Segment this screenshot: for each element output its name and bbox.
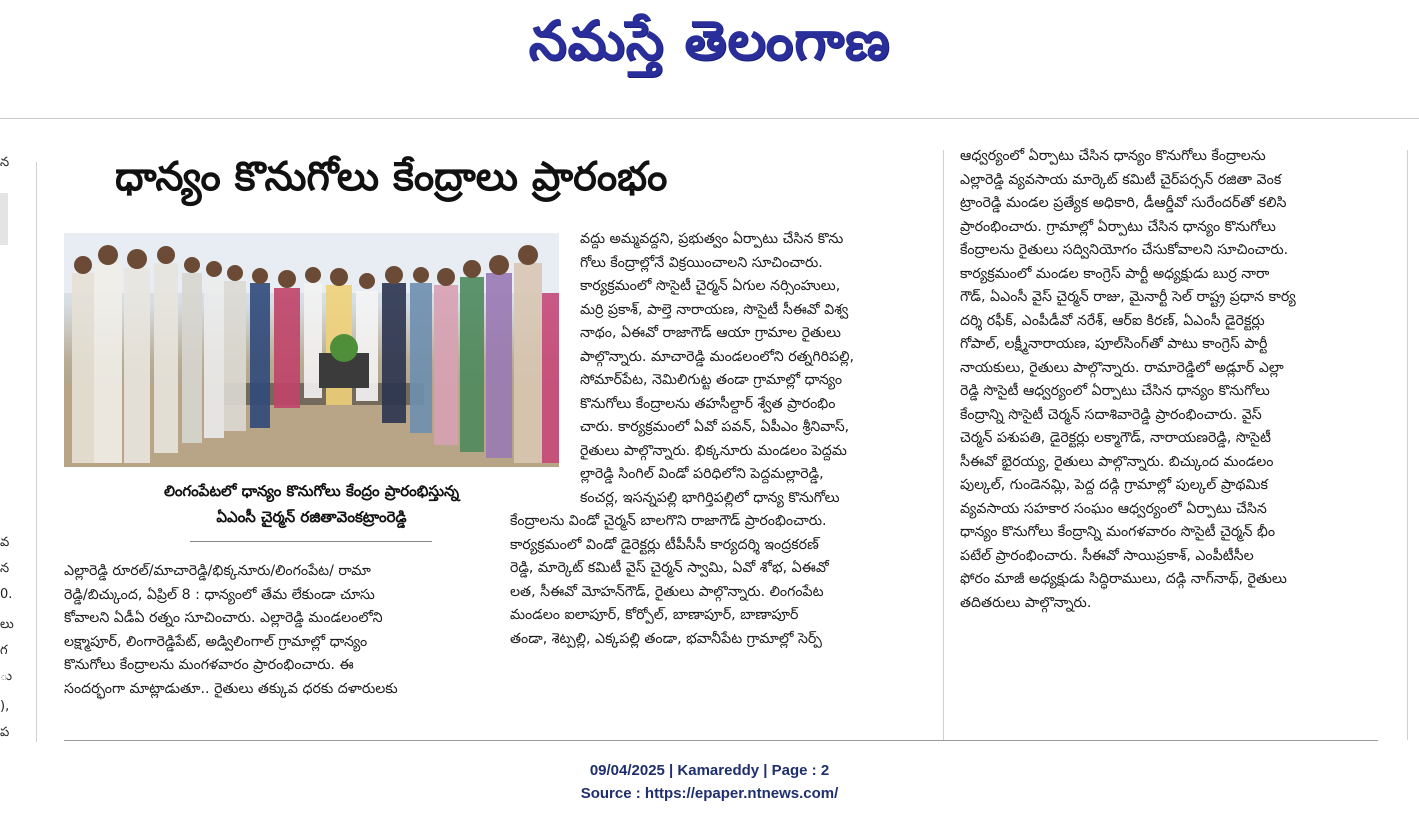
text-line: గోలు కేంద్రాల్లోనే విక్రయించాలని సూచించారు. [580,254,823,271]
text-line: ఆధ్వర్యంలో ఏర్పాటు చేసిన ధాన్యం కొనుగోలు కేంద్రాలను [960,148,1266,164]
fragment-text: లు [0,617,14,632]
text-line: మర్రి ప్రకాశ్, పాల్తె నారాయణ, సొసైటీ సీఈవో విశ్వ [580,301,849,318]
caption-line: లింగంపేటలో ధాన్యం కొనుగోలు కేంద్రం ప్రారంభిస్తున్న [163,482,460,500]
text-line: ప్రారంభించారు. గ్రామాల్లో ఏర్పాటు చేసిన ధాన్యం కొనుగోలు [960,218,1276,235]
text-line: కొనుగోలు కేంద్రాలను మంగళవారం ప్రారంభించారు. ఈ [64,657,354,673]
text-line: మండలం ఐలాపూర్, కోర్పోల్, బాణాపూర్, బాణాపూర్ [510,607,799,623]
text-line: వద్దు అమ్మవద్దని, ప్రభుత్వం ఏర్పాటు చేసిన కొను [580,231,844,247]
fragment-text: ), [0,699,10,714]
text-line: తండా, శెట్పల్లి, ఎక్కపల్లి తండా, భవానీపేట గ్రామాల్లో సెర్ప్ [510,630,822,647]
footer-divider [64,740,1378,741]
newspaper-logo: నమస్తే తెలంగాణ [528,9,891,72]
caption-line: ఏఎంసీ చైర్మన్ రజితావెంకట్రాంరెడ్డి [216,508,407,526]
text-line: ఎల్లారెడ్డి రూరల్/మాచారెడ్డి/భిక్కనూరు/లింగంపేట/ రామా [64,563,371,579]
source-link[interactable]: Source : https://epaper.ntnews.com/ [580,785,839,802]
adjacent-article-fragment [0,155,14,745]
text-line: దర్శి రఫీక్, ఎంపీడీవో నరేశ్, ఆర్ఐ కిరణ్, ఏఎంసీ డైరెక్టర్లు [960,312,1265,329]
text-line: సందర్భంగా మాట్లాడుతూ.. రైతులు తక్కువ ధరకు దళారులకు [64,680,398,697]
text-line: కోవాలని ఏడీఏ రత్నం సూచించారు. ఎల్లారెడ్డి మండలంలోని [64,610,383,626]
article-column-3 [960,145,1380,615]
text-line: గోపాల్, లక్ష్మీనారాయణ, పూల్‌సింగ్‌తో పాటు కాంగ్రెస్ పార్టీ [960,336,1268,352]
text-line: ఎల్లారెడ్డి వ్యవసాయ మార్కెట్ కమిటీ చైర్‌పర్సన్ రజితా వెంక [960,171,1282,188]
fragment-text: న [0,561,10,576]
text-line: చారు. కార్యక్రమంలో ఏవో పవన్, ఏపీఎం శ్రీనివాస్, [580,419,850,435]
text-line: కొనుగోలు కేంద్రాలను తహసీల్దార్ శ్వేత ప్రారంభిం [580,395,836,412]
article-column-2-upper [580,228,930,510]
fragment-text: గ [0,643,8,658]
text-line: పుల్కల్, గుండెనమ్లి, పెద్ద దడ్గి గ్రామాల్లో పుల్కల్ ప్రాథమిక [960,477,1268,493]
column-divider [36,162,37,742]
text-line: కేంద్రాన్ని సొసైటీ చెర్మన్ సదాశివారెడ్డి ప్రారంభించారు. వైస్ [960,406,1262,423]
fragment-text: న [0,155,10,170]
text-line: తదితరులు పాల్గొన్నారు. [960,594,1092,611]
fragment-text: వ [0,535,10,550]
text-line: రెడ్డి/బిచ్కుంద, ఏప్రిల్ 8 : ధాన్యంలో తేమ లేకుండా చూసు [64,586,375,603]
text-line: కార్యక్రమంలో విండో డైరెక్టర్లు టీపీసీసీ కార్యదర్శి ఇంద్రకరణ్ [510,536,819,553]
masthead [0,0,1419,95]
photo-caption [64,478,559,530]
column-divider [943,150,944,740]
text-line: కేంద్రాలను రైతులు సద్వినియోగం చేసుకోవాలని సూచించారు. [960,242,1289,258]
fragment-text: ప [0,725,10,740]
text-line: చెర్మన్ పశుపతి, డైరెక్టర్లు లక్మాగౌడ్, నారాయణరెడ్డి, సొసైటీ [960,430,1271,446]
text-line: వ్యవసాయ సహకార సంఘం ఆధ్వర్యంలో ఏర్పాటు చేసిన [960,500,1267,517]
text-line: సోమార్‌పేట, నెమిలిగుట్ట తండా గ్రామాల్లో ధాన్యం [580,372,843,388]
article-column-1 [64,560,484,701]
text-line: కార్యక్రమంలో సొసైటీ చైర్మన్ ఏగుల నర్సింహులు, [580,278,841,294]
text-line: రైతులు పాల్గొన్నారు. భిక్కనూరు మండలం పెద్దమ [580,442,847,459]
text-line: రెడ్డి, మార్కెట్ కమిటీ వైస్ చైర్మన్ స్వామి, ఏవో శోభ, ఏఈవో [510,560,829,576]
column-divider [1407,150,1408,740]
text-line: ట్రాంరెడ్డి మండల ప్రత్యేక అధికారి, డీఆర్డీవో సురేందర్‌తో కలిసి [960,195,1287,211]
text-line: ధాన్యం కొనుగోలు కేంద్రాన్ని మంగళవారం సొసైటీ చైర్మన్ భీం [960,524,1276,540]
text-line: పటేల్ ప్రారంభించారు. సీఈవో సాయిప్రకాశ్, ఎంపీటీసీల [960,547,1254,564]
text-line: సీఈవో భైరయ్య, రైతులు పాల్గొన్నారు. బిచ్కుంద మండలం [960,453,1274,470]
text-line: కంచర్ల, ఇసన్నపల్లి భాగిర్తిపల్లిలో ధాన్య కొనుగోలు [580,489,840,506]
text-line: ల్లారెడ్డి సింగిల్ విండో పరిధిలోని పెద్దమల్లారెడ్డి, [580,466,824,482]
caption-underline [190,541,432,542]
text-line: రెడ్డి సొసైటీ ఆధ్వర్యంలో ఏర్పాటు చేసిన ధాన్యం కొనుగోలు [960,383,1270,399]
text-line: గౌడ్, ఏఎంసీ వైస్ చైర్మన్ రాజు, మైనార్టీ సెల్ రాష్ట్ర ప్రధాన కార్య [960,289,1296,305]
fragment-text: ు [0,669,13,684]
fragment-text: 0. [0,587,13,602]
article-headline: ధాన్యం కొనుగోలు కేంద్రాలు ప్రారంభం [115,154,668,200]
article-photo [64,233,559,467]
text-line: లక్ష్మాపూర్, లింగారెడ్డిపేట్, అడ్విలింగాల్ గ్రామాల్లో ధాన్యం [64,633,368,650]
photo-illustration [64,233,559,467]
header-divider [0,118,1419,119]
text-line: నాయకులు, రైతులు పాల్గొన్నారు. రామారెడ్డిలో అడ్లూర్ ఎల్లా [960,359,1284,376]
edition-info: 09/04/2025 | Kamareddy | Page : 2 [589,762,830,779]
text-line: నాథం, ఏఈవో రాజాగౌడ్ ఆయా గ్రామాల రైతులు [580,325,841,341]
article-column-2-lower [510,510,930,651]
adjacent-block [0,193,8,245]
text-line: కేంద్రాలను విండో చైర్మన్ బాలగొని రాజాగౌడ్ ప్రారంభించారు. [510,513,827,529]
text-line: పాల్గొన్నారు. మాచారెడ్డి మండలంలోని రత్నగిరిపల్లి, [580,348,854,365]
text-line: కార్యక్రమంలో మండల కాంగ్రెస్ పార్టీ అధ్యక్షుడు బుర్ర నారా [960,265,1270,282]
text-line: లత, సీఈవో మోహన్‌గౌడ్, రైతులు పాల్గొన్నారు. లింగంపేట [510,583,824,600]
text-line: ఫోరం మాజీ అధ్యక్షుడు సిద్ధిరాములు, దడ్గి నాగ్‌నాథ్, రైతులు [960,571,1287,587]
